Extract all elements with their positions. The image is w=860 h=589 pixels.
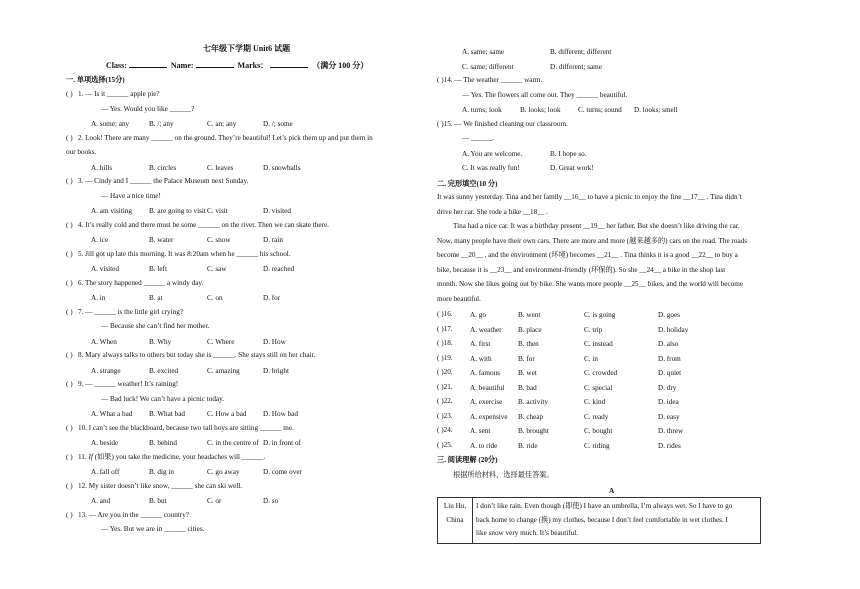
answer-paren[interactable]: ( ): [66, 307, 73, 316]
question-continuation: our books.: [66, 148, 97, 156]
name-label: Name:: [170, 61, 194, 70]
question-text: — Cindy and I ______ the Palace Museum next Sunday.: [85, 177, 249, 185]
question-number: 7.: [77, 307, 84, 316]
question-number: 5.: [77, 249, 84, 258]
option-b[interactable]: B. I hope so.: [550, 149, 587, 158]
option-b[interactable]: B. for: [518, 354, 535, 363]
answer-paren[interactable]: ( ): [66, 133, 73, 142]
option-c[interactable]: C. special: [584, 383, 613, 392]
option-d[interactable]: D. looks; smell: [634, 106, 678, 114]
option-c[interactable]: C. snow: [207, 236, 231, 244]
option-d[interactable]: D. Great work!: [550, 164, 594, 172]
option-d[interactable]: D. reached: [263, 265, 295, 273]
question-reply: — Bad luck! We can’t have a picnic today.: [101, 394, 225, 403]
option-a[interactable]: A. same; same: [462, 48, 505, 56]
person-country: China: [446, 515, 464, 524]
full-marks: （满分 100 分）: [312, 61, 369, 70]
question-text: Look! There are many ______ on the ground. They’re beautiful! Let’s pick them up and put them in: [85, 133, 373, 142]
option-c[interactable]: C. in: [584, 354, 598, 363]
question-number: 25.: [443, 440, 453, 449]
answer-paren[interactable]: ( ): [66, 177, 73, 185]
answer-paren[interactable]: ( ): [66, 423, 73, 432]
cloze-row: [437, 369, 453, 376]
question-number: 21.: [443, 382, 453, 391]
answer-paren[interactable]: ( ): [437, 411, 444, 420]
question-row: [66, 251, 291, 258]
question-row: [66, 178, 248, 185]
option-a[interactable]: A. with: [470, 354, 492, 363]
option-a[interactable]: A. What a bad: [91, 410, 133, 418]
question-reply: — ______.: [462, 134, 495, 142]
option-c[interactable]: C. or: [207, 497, 222, 505]
option-a[interactable]: A. turns; look: [462, 106, 502, 114]
question-reply: — Yes. Would you like ______?: [101, 104, 195, 113]
cloze-row: [437, 413, 453, 420]
option-d[interactable]: D. from: [658, 354, 681, 363]
option-c[interactable]: C. It was really fun!: [462, 164, 520, 172]
answer-paren[interactable]: ( ): [66, 249, 73, 258]
option-b[interactable]: B. then: [518, 340, 539, 348]
cloze-row: [437, 311, 453, 318]
question-row: [66, 512, 189, 519]
question-row: [66, 425, 294, 432]
section1-title: 一. 单项选择(15分): [66, 76, 125, 84]
option-c[interactable]: C. Where: [207, 337, 235, 346]
reading-table: [437, 497, 761, 544]
option-d[interactable]: D. bright: [263, 366, 289, 375]
option-b[interactable]: B. cheap: [518, 412, 544, 421]
question-number: 18.: [443, 339, 453, 347]
question-text: It’s really cold and there must be some ______ on the river. Then we can skate there.: [85, 220, 329, 229]
question-italic: If: [88, 452, 93, 461]
option-b[interactable]: B. but: [149, 497, 167, 505]
passage-line: become __20__ , and the environment (环境) becomes __21__ . Tina thinks it is a good __22__ to buy a: [437, 251, 738, 259]
question-number: 2.: [77, 133, 84, 142]
answer-paren[interactable]: ( ): [437, 310, 444, 318]
option-b[interactable]: B. different; different: [550, 48, 612, 56]
option-b[interactable]: B. dig in: [149, 468, 174, 476]
question-number: 19.: [443, 353, 453, 362]
option-b[interactable]: B. excited: [149, 366, 179, 375]
answer-paren[interactable]: ( ): [437, 339, 444, 347]
question-number: 6.: [77, 278, 84, 287]
question-reply: — Have a nice time!: [101, 191, 161, 200]
person-name: Liu Hu,: [443, 502, 467, 510]
option-c[interactable]: C. go away: [207, 468, 240, 476]
option-a[interactable]: A. to ride: [470, 441, 498, 450]
reading-person: [438, 498, 473, 544]
option-a[interactable]: A. beside: [91, 439, 119, 447]
question-row: [437, 121, 568, 128]
question-number: 15.: [443, 119, 453, 128]
question-text: Jill got up late this morning. It was 8:20am when he ______ his school.: [85, 249, 291, 258]
question-number: 17.: [443, 324, 453, 333]
option-d[interactable]: D. come over: [263, 468, 302, 476]
option-d[interactable]: D. goes: [658, 311, 680, 319]
reading-line: back home to change (换) my clothes, because I don’t feel comfortable in wet clothes. I: [476, 515, 728, 524]
answer-paren[interactable]: ( ): [437, 368, 444, 376]
option-d[interactable]: D. so: [263, 497, 279, 505]
option-b[interactable]: B. Why: [149, 337, 172, 346]
question-text: Mary always talks to others but today she is ______. She stays still on her chair.: [85, 351, 316, 359]
option-c[interactable]: C. How a bad: [207, 410, 247, 418]
option-c[interactable]: C. an; any: [207, 120, 237, 128]
option-b[interactable]: B. went: [518, 311, 541, 319]
answer-paren[interactable]: ( ): [66, 481, 73, 490]
option-b[interactable]: B. wet: [518, 369, 537, 377]
option-a[interactable]: A. ice: [91, 236, 109, 244]
option-a[interactable]: A. in: [91, 294, 106, 302]
option-b[interactable]: B. behind: [149, 439, 177, 447]
answer-paren[interactable]: ( ): [437, 353, 444, 362]
question-number: 20.: [443, 368, 453, 376]
question-number: 23.: [443, 411, 453, 420]
answer-paren[interactable]: ( ): [66, 90, 73, 98]
question-number: 8.: [77, 351, 84, 359]
passage-line: Now, many people have their own cars. There are more and more (越来越多的) cars on the road. The roads: [437, 236, 748, 245]
option-b[interactable]: B. bad: [518, 383, 537, 392]
option-b[interactable]: B. What bad: [149, 410, 185, 418]
cloze-row: [437, 398, 453, 405]
option-c[interactable]: C. trip: [584, 325, 603, 334]
option-b[interactable]: B. at: [149, 294, 163, 302]
question-row: [66, 352, 315, 359]
question-text: My sister doesn’t like snow, ______ she can ski well.: [88, 481, 243, 490]
question-text: — ______ is the little girl crying?: [85, 307, 183, 316]
option-c[interactable]: C. bought: [584, 427, 613, 435]
option-b[interactable]: B. left: [149, 265, 167, 273]
option-a[interactable]: A. go: [470, 311, 486, 319]
reading-line: I don’t like rain. Even though (即使) I have an umbrella, I’m always wet. So I have to go: [476, 502, 733, 510]
option-b[interactable]: B. brought: [518, 427, 549, 435]
question-text: The story happened ______ a windy day.: [85, 278, 204, 287]
answer-paren[interactable]: ( ): [437, 119, 444, 128]
exam-title: 七年级下学期 Unit6 试题: [203, 44, 291, 53]
answer-paren[interactable]: ( ): [66, 380, 73, 388]
marks-label: Marks：: [237, 61, 269, 70]
option-d[interactable]: D. How bad: [263, 410, 298, 418]
option-b[interactable]: B. ride: [518, 441, 538, 450]
option-b[interactable]: B. /; any: [149, 120, 174, 128]
option-a[interactable]: A. first: [470, 340, 491, 348]
option-a[interactable]: A. famous: [470, 369, 500, 377]
answer-paren[interactable]: ( ): [437, 76, 444, 84]
option-b[interactable]: B. circles: [149, 163, 177, 172]
answer-paren[interactable]: ( ): [437, 324, 444, 333]
answer-paren[interactable]: ( ): [66, 220, 73, 229]
question-row: [66, 280, 203, 287]
question-number: 12.: [77, 481, 87, 490]
option-c[interactable]: C. on: [207, 294, 223, 302]
option-a[interactable]: A. You are welcome.: [462, 149, 523, 158]
question-number: 1.: [77, 90, 84, 98]
answer-paren[interactable]: ( ): [437, 440, 444, 449]
question-text: (如果) you take the medicine, your headaches will ______.: [92, 452, 266, 461]
option-d[interactable]: D. visited: [263, 207, 291, 215]
option-c[interactable]: C. same; different: [462, 62, 514, 71]
option-c[interactable]: C. amazing: [207, 366, 240, 375]
passage-line: more beautiful.: [437, 294, 481, 303]
option-d[interactable]: D. also: [658, 340, 679, 348]
option-a[interactable]: A. beautiful: [470, 383, 505, 392]
answer-paren[interactable]: ( ): [437, 426, 444, 434]
option-c[interactable]: C. in the centre of: [207, 439, 259, 447]
question-text: — ______ weather! It’s raining!: [85, 380, 179, 388]
option-a[interactable]: A. and: [91, 497, 111, 505]
answer-paren[interactable]: ( ): [437, 382, 444, 391]
option-a[interactable]: A. am visiting: [91, 207, 132, 215]
question-row: [66, 135, 373, 142]
question-text: — The weather ______ warm.: [454, 76, 543, 84]
option-a[interactable]: A. visited: [91, 265, 119, 273]
option-a[interactable]: A. expensive: [470, 412, 508, 421]
question-number: 4.: [77, 220, 84, 229]
option-d[interactable]: D. in front of: [263, 439, 301, 447]
question-text: — Is it ______ apple pie?: [85, 90, 160, 98]
option-a[interactable]: A. strange: [91, 366, 121, 375]
cloze-row: [437, 340, 453, 347]
name-blank[interactable]: [196, 67, 234, 68]
question-number: 13.: [77, 510, 87, 519]
question-number: 22.: [443, 397, 453, 405]
option-b[interactable]: B. place: [518, 325, 542, 334]
question-text: — Are you in the ______ country?: [88, 510, 189, 519]
question-number: 10.: [77, 423, 87, 432]
option-a[interactable]: A. exercise: [470, 398, 503, 406]
reading-part-label: A: [609, 487, 615, 495]
reading-line: like snow very much. It’s beautiful.: [476, 529, 579, 538]
question-row: [66, 309, 183, 316]
question-row: [66, 222, 329, 229]
question-number: 14.: [443, 76, 453, 84]
option-d[interactable]: D. dry: [658, 383, 677, 392]
option-d[interactable]: D. idea: [658, 398, 679, 406]
question-number: 3.: [77, 177, 84, 185]
question-reply: — Yes. But we are in ______ cities.: [101, 525, 205, 533]
option-c[interactable]: C. visit: [207, 207, 228, 215]
question-number: 11.: [77, 452, 87, 461]
option-c[interactable]: C. crowded: [584, 369, 618, 377]
section3-title: 三. 阅读理解 (20分): [437, 456, 498, 464]
option-a[interactable]: A. weather: [470, 325, 502, 334]
option-c[interactable]: C. instead: [584, 340, 613, 348]
option-a[interactable]: A. When: [91, 337, 117, 346]
header-fields: [106, 62, 368, 70]
option-a[interactable]: A. hills: [91, 163, 113, 172]
option-b[interactable]: B. looks; look: [520, 106, 561, 114]
cloze-row: [437, 442, 453, 449]
answer-paren[interactable]: ( ): [66, 351, 73, 359]
question-text: I can’t see the blackboard, because two tall boys are sitting ______ me.: [88, 423, 294, 432]
question-number: 16.: [443, 310, 453, 318]
option-c[interactable]: C. leaves: [207, 163, 234, 172]
answer-paren[interactable]: ( ): [66, 510, 73, 519]
option-c[interactable]: C. ready: [584, 412, 609, 421]
answer-paren[interactable]: ( ): [66, 452, 73, 461]
option-c[interactable]: C. riding: [584, 441, 610, 450]
option-d[interactable]: D. How: [263, 337, 286, 346]
option-d[interactable]: D. easy: [658, 412, 680, 421]
option-c[interactable]: C. is going: [584, 311, 616, 319]
class-label: Class:: [106, 61, 127, 70]
marks-blank[interactable]: [270, 67, 308, 68]
cloze-row: [437, 384, 453, 391]
question-text: — We finished cleaning our classroom.: [454, 119, 568, 128]
option-d[interactable]: D. threw: [658, 427, 684, 435]
option-b[interactable]: B. are going to visit: [149, 207, 206, 215]
option-d[interactable]: D. rides: [658, 441, 681, 450]
option-a[interactable]: A. fall off: [91, 468, 120, 476]
question-number: 24.: [443, 426, 453, 434]
passage-line: month. Now she likes going out by bike. She wants more people __25__ bikes, and the world will become: [437, 280, 744, 288]
option-d[interactable]: D. snowballs: [263, 163, 301, 172]
option-d[interactable]: D. for: [263, 294, 281, 302]
option-d[interactable]: D. holiday: [658, 325, 689, 334]
option-c[interactable]: C. saw: [207, 265, 227, 273]
section2-title: 二. 完形填空(10 分): [437, 180, 498, 188]
option-c[interactable]: C. turns; sound: [578, 106, 622, 114]
option-d[interactable]: D. quiet: [658, 369, 682, 377]
option-d[interactable]: D. rain: [263, 236, 283, 244]
class-blank[interactable]: [129, 67, 167, 68]
question-reply: — Yes. The flowers all come out. They ______ beautiful.: [462, 90, 628, 99]
question-row: [437, 77, 542, 84]
passage-line: bike, because it is __23__ and environment-friendly (环保的). So she __24__ a bike in the shop last: [437, 265, 726, 274]
cloze-row: [437, 427, 453, 434]
option-b[interactable]: B. water: [149, 236, 174, 244]
option-a[interactable]: A. some; any: [91, 120, 130, 128]
reading-text: [473, 498, 761, 544]
option-b[interactable]: B. activity: [518, 398, 548, 406]
option-d[interactable]: D. different; same: [550, 62, 602, 71]
question-number: 9.: [77, 380, 84, 388]
question-row: [66, 91, 160, 98]
cloze-row: [437, 326, 453, 333]
option-c[interactable]: C. kind: [584, 398, 606, 406]
option-d[interactable]: D. /; some: [263, 120, 293, 128]
cloze-row: [437, 355, 453, 362]
answer-paren[interactable]: ( ): [66, 278, 73, 287]
question-row: [66, 381, 178, 388]
section3-instruction: 根据所给材料，选择最佳答案。: [453, 471, 554, 479]
question-row: [66, 483, 242, 490]
question-row: [66, 454, 265, 461]
passage-line: It was sunny yesterday. Tina and her family __16__ to have a picnic to enjoy the fine __17__ . Tina didn’t: [437, 193, 742, 201]
passage-line: Tina had a nice car. It was a birthday present __19__ her father. But she doesn’t like driving the car.: [453, 222, 740, 230]
option-a[interactable]: A. sent: [470, 427, 491, 435]
question-reply: — Because she can’t find her mother.: [101, 322, 210, 330]
answer-paren[interactable]: ( ): [437, 397, 444, 405]
passage-line: drive her car. She rode a bike __18__ .: [437, 207, 548, 216]
